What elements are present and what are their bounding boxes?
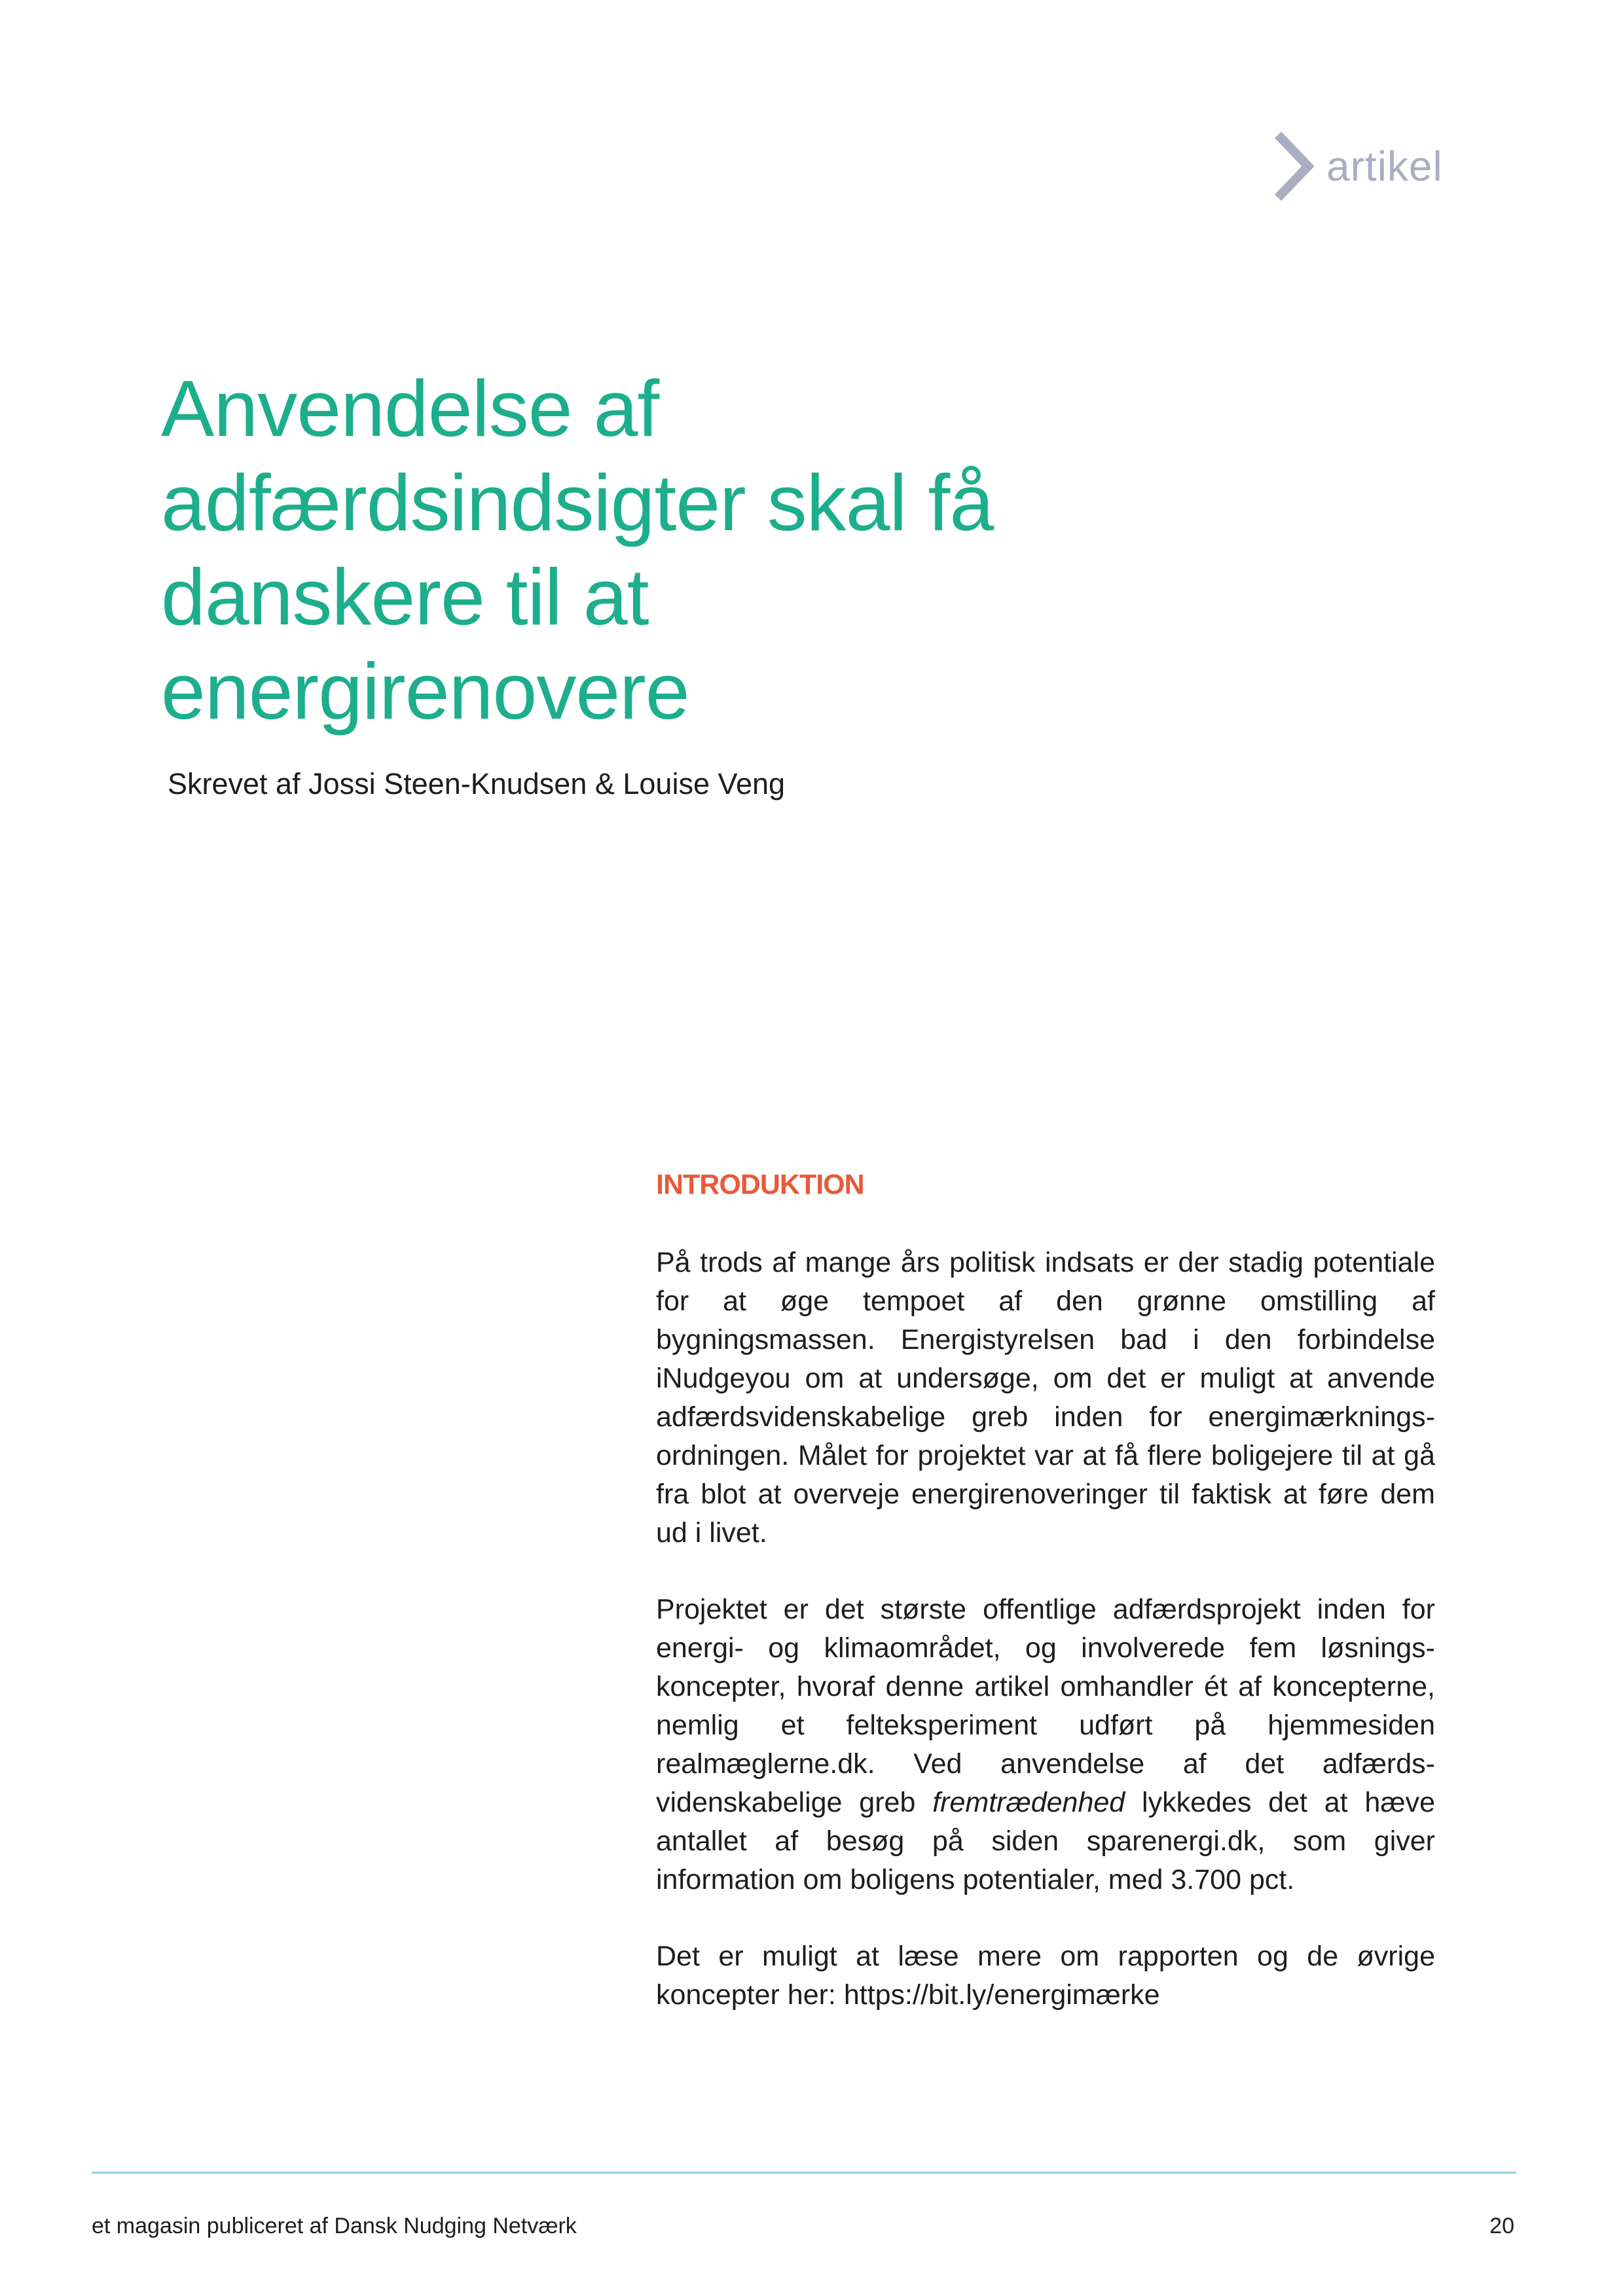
paragraph-2-text-end: lykkedes det at hæve antallet af besøg på siden sparenergi.dk, som giver information om boligens potentialer, med 3.700 pct. [656, 1787, 1435, 1895]
emphasized-term: fremtrædenhed [932, 1787, 1125, 1818]
article-body [656, 1244, 1435, 2053]
chevron-right-icon [1270, 130, 1316, 203]
article-title: Anvendelse af adfærdsindsigter skal få danskere til at energirenovere [161, 364, 994, 736]
article-byline: Skrevet af Jossi Steen-Knudsen & Louise Veng [168, 767, 786, 800]
paragraph-2-text-start: Projektet er det største offentlige adfærdsprojekt inden for energi- og klimaområdet, og involverede fem løsningskoncepter, hvoraf denne artikel omhandler ét af koncepterne, nemlig et felteksperiment udført på hjemmesiden realmæglerne.dk. Ved anvendelse af det adfærdsvidenskabelige greb [656, 1594, 1435, 1818]
page-number: 20 [1489, 2214, 1514, 2238]
article-type-label: artikel [1326, 143, 1443, 190]
article-type-tag [1270, 130, 1443, 203]
section-heading: INTRODUKTION [656, 1169, 864, 1200]
footer-divider [92, 2172, 1516, 2174]
footer-publisher: et magasin publiceret af Dansk Nudging Netværk [92, 2214, 577, 2238]
body-paragraph-2 [656, 1590, 1435, 1899]
body-paragraph-1: På trods af mange års politisk indsats er der stadig potentiale for at øge tempoet af den grønne omstilling af bygningsmassen. Energistyrelsen bad i den forbindelse iNudgeyou om at undersøge, om det er muligt at anvende adfærdsvidenskabelige greb inden for energimærkningsordningen. Målet for projektet var at få flere boligejere til at gå fra blot at overveje energirenoveringer til faktisk at føre dem ud i livet. [656, 1247, 1435, 1549]
body-paragraph-3: Det er muligt at læse mere om rapporten og de øvrige koncepter her: https://bit.ly/energimærke [656, 1941, 1435, 2011]
